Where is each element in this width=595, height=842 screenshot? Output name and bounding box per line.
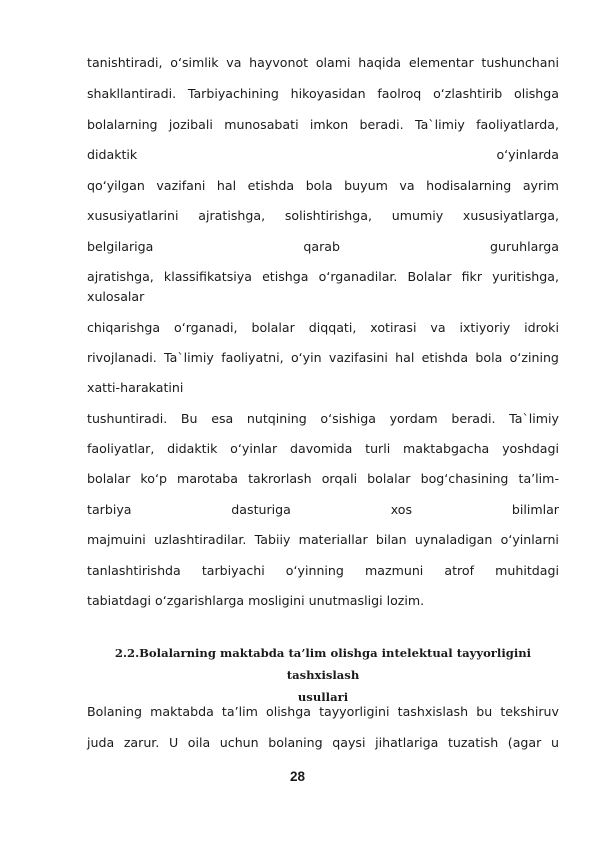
text-line [87, 267, 559, 287]
word: tarbiya [87, 502, 132, 517]
word: o‘yin [290, 350, 322, 365]
word: bolalarning [87, 117, 158, 132]
word: o‘zlashtirib [433, 86, 503, 101]
word: faolroq [377, 86, 422, 101]
word: Bu [180, 411, 198, 426]
word: o‘simlik [170, 55, 219, 70]
word: hal [395, 350, 415, 365]
text-line [87, 206, 559, 226]
word: tushuntiradi. [87, 411, 168, 426]
word: Ta`limiy [509, 411, 559, 426]
word: bolalar [251, 320, 295, 335]
word: olami [315, 55, 351, 70]
word: bola [305, 178, 333, 193]
word: oila [187, 735, 211, 750]
text-line [87, 145, 559, 165]
word: elementar [408, 55, 474, 70]
word: Ta`limiy [414, 117, 465, 132]
word: ayrim [522, 178, 559, 193]
word: klassifikatsiya [163, 269, 252, 284]
word: olishga [265, 704, 311, 719]
word: tashxislash [397, 704, 469, 719]
word: faoliyatlarda, [476, 117, 559, 132]
word: xotirasi [370, 320, 417, 335]
word: hal [216, 178, 237, 193]
word: dasturiga [231, 502, 291, 517]
word: nutqining [246, 411, 307, 426]
word: va [226, 55, 242, 70]
word: shakllantiradi. [87, 86, 177, 101]
word: muhitdagi [495, 563, 559, 578]
word: uzlashtiradilar. [153, 532, 247, 547]
page-number: 28 [289, 769, 306, 784]
text-line [87, 439, 559, 459]
text-line: tabiatdagi o‘zgarishlarga mosligini unutmasligi lozim. [87, 593, 425, 608]
word: qaysi [332, 735, 366, 750]
word: tuzatish [447, 735, 499, 750]
word: va [430, 320, 446, 335]
word: yoshdagi [502, 441, 559, 456]
word: maktabgacha [403, 441, 490, 456]
word: va [399, 178, 415, 193]
text-line [87, 409, 559, 429]
text-line [87, 84, 559, 104]
word: bu [476, 704, 493, 719]
text-line [87, 702, 559, 722]
word: etishda [421, 350, 469, 365]
word: bola [475, 350, 503, 365]
word: uchun [219, 735, 259, 750]
word: ixtiyoriy [459, 320, 511, 335]
word: qo‘yilgan [87, 178, 145, 193]
section-heading-line: usullari [297, 690, 349, 704]
word: materiallar [298, 532, 368, 547]
word: tekshiruv [500, 704, 559, 719]
section-heading [87, 642, 559, 708]
word: Ta`limiy [164, 350, 214, 365]
word: (agar [507, 735, 542, 750]
word: vazifasini [328, 350, 388, 365]
word: uynaladigan [414, 532, 493, 547]
text-line [87, 733, 559, 753]
word: Tabiiy [254, 532, 291, 547]
word: Bolalar [407, 269, 452, 284]
word: marotaba [177, 471, 239, 486]
word: xususiyatlarini [87, 208, 179, 223]
word: guruhlarga [489, 239, 559, 254]
word: Tarbiyachining [187, 86, 279, 101]
word: o‘yinlarda [496, 147, 559, 162]
word: hayvonot [249, 55, 309, 70]
word: maktabda [150, 704, 214, 719]
word: tanishtiradi, [87, 55, 163, 70]
word: ta’lim [221, 704, 258, 719]
word: o‘sishiga [320, 411, 376, 426]
word: belgilariga [87, 239, 154, 254]
text-line: xulosalar [87, 289, 145, 304]
word: qarab [303, 239, 340, 254]
word: xususiyatlarga, [462, 208, 559, 223]
word: orqali [321, 471, 358, 486]
word: didaktik [87, 147, 138, 162]
word: imkon [309, 117, 349, 132]
word: mazmuni [364, 563, 424, 578]
word: solishtirishga, [284, 208, 372, 223]
word: turli [365, 441, 391, 456]
word: buyum [344, 178, 388, 193]
word: o‘yinlarni [500, 532, 559, 547]
word: hikoyasidan [290, 86, 366, 101]
word: bolalar [87, 471, 131, 486]
word: umumiy [391, 208, 444, 223]
word: o‘yinlar [230, 441, 278, 456]
word: esa [211, 411, 234, 426]
word: etishda [247, 178, 295, 193]
word: chiqarishga [87, 320, 161, 335]
word: faoliyatni, [221, 350, 284, 365]
word: beradi. [359, 117, 404, 132]
word: bolaning [268, 735, 323, 750]
word: beradi. [451, 411, 496, 426]
text-line [87, 469, 559, 489]
text-line [87, 561, 559, 581]
word: takrorlash [248, 471, 312, 486]
word: o‘rganadilar. [318, 269, 398, 284]
text-line [87, 318, 559, 338]
word: majmuini [87, 532, 146, 547]
word: U [168, 735, 179, 750]
word: ajratishga, [198, 208, 266, 223]
word: ta’lim- [518, 471, 559, 486]
text-line [87, 500, 559, 520]
word: u [550, 735, 559, 750]
word: davomida [289, 441, 353, 456]
word: tarbiyachi [201, 563, 265, 578]
word: xos [390, 502, 413, 517]
word: o‘yinning [285, 563, 344, 578]
word: atrof [444, 563, 475, 578]
word: tayyorligini [319, 704, 390, 719]
text-line [87, 348, 559, 368]
word: faoliyatlar, [87, 441, 155, 456]
word: tushunchani [481, 55, 559, 70]
word: diqqati, [308, 320, 357, 335]
word: bog‘chasining [420, 471, 509, 486]
word: yordam [389, 411, 438, 426]
word: ko‘p [140, 471, 167, 486]
word: hodisalarning [426, 178, 512, 193]
text-line [87, 115, 559, 135]
text-line: xatti-harakatini [87, 380, 184, 395]
text-line [87, 176, 559, 196]
word: etishga [262, 269, 309, 284]
text-line [87, 530, 559, 550]
word: o‘rganadi, [173, 320, 238, 335]
word: munosabati [224, 117, 299, 132]
word: haqida [358, 55, 402, 70]
word: bilan [375, 532, 407, 547]
word: juda [87, 735, 115, 750]
word: tanlashtirishda [87, 563, 181, 578]
text-line [87, 53, 559, 73]
word: fikr [461, 269, 483, 284]
word: ajratishga, [87, 269, 154, 284]
word: yuritishga, [492, 269, 559, 284]
word: bilimlar [511, 502, 559, 517]
word: rivojlanadi. [87, 350, 157, 365]
word: zarur. [123, 735, 160, 750]
word: idroki [524, 320, 559, 335]
word: jozibali [168, 117, 213, 132]
word: bolalar [367, 471, 411, 486]
word: vazifani [156, 178, 206, 193]
section-heading-line: 2.2.Bolalarning maktabda ta’lim olishga intelektual tayyorligini tashxislash [114, 646, 532, 682]
text-line [87, 237, 559, 257]
word: didaktik [167, 441, 218, 456]
word: Bolaning [87, 704, 143, 719]
word: jihatlariga [375, 735, 439, 750]
word: o‘zining [509, 350, 559, 365]
word: olishga [514, 86, 559, 101]
